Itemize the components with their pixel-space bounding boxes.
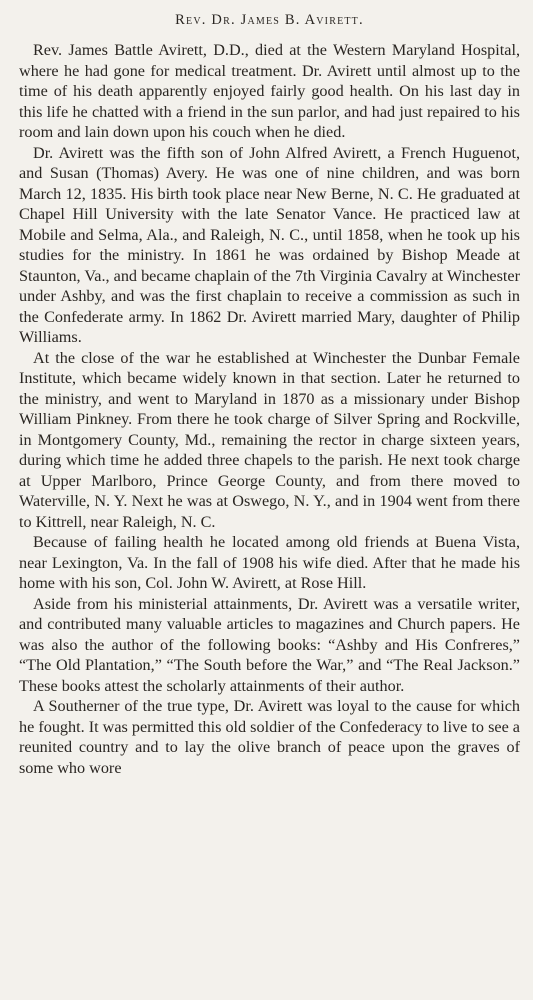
- article-title: Rev. Dr. James B. Avirett.: [175, 12, 364, 28]
- paragraph-later-years: Because of failing health he located among old friends at Buena Vista, near Lexington, Va. In the fall of 1908 his wife died. After that he made his home with his son, Col. John W. Avirett, at Rose Hill.: [19, 533, 520, 593]
- paragraph-death: Rev. James Battle Avirett, D.D., died at the Western Maryland Hospital, where he had gone for medical treatment. Dr. Avirett until almost up to the time of his death apparently enjoyed fairly good health. On his last day in this life he chatted with a friend in the sun parlor, and had just repaired to his room and lain down upon his couch when he died.: [19, 41, 520, 142]
- paragraph-loyalty: A Southerner of the true type, Dr. Avirett was loyal to the cause for which he fought. It was permitted this old soldier of the Confederacy to live to see a reunited country and to lay the olive branch of peace upon the graves of some who wore: [19, 697, 520, 777]
- paragraph-early-life: Dr. Avirett was the fifth son of John Alfred Avirett, a French Huguenot, and Susan (Thomas) Avery. He was one of nine children, and was born March 12, 1835. His birth took place near New Berne, N. C. He graduated at Chapel Hill University with the late Senator Vance. He practiced law at Mobile and Selma, Ala., and Raleigh, N. C., until 1858, when he took up his studies for the ministry. In 1861 he was ordained by Bishop Meade at Staunton, Va., and became chaplain of the 7th Virginia Cavalry at Winchester under Ashby, and was the first chaplain to receive a commission as such in the Confederate army. In 1862 Dr. Avirett married Mary, daughter of Philip Williams.: [19, 143, 520, 347]
- paragraph-career: At the close of the war he established at Winchester the Dunbar Female Institute, which became widely known in that section. Later he returned to the ministry, and went to Maryland in 1870 as a missionary under Bishop William Pinkney. From there he took charge of Silver Spring and Rockville, in Montgomery County, Md., remaining the rector in charge sixteen years, during which time he added three chapels to the parish. He next took charge at Upper Marlboro, Prince George County, and from there moved to Waterville, N. Y. Next he was at Oswego, N. Y., and in 1904 went from there to Kittrell, near Raleigh, N. C.: [19, 348, 520, 531]
- paragraph-writings: Aside from his ministerial attainments, Dr. Avirett was a versatile writer, and contributed many valuable articles to magazines and Church papers. He was also the author of the following books: “Ashby and His Confreres,” “The Old Plantation,” “The South before the War,” and “The Real Jackson.” These books attest the scholarly attainments of their author.: [19, 594, 520, 695]
